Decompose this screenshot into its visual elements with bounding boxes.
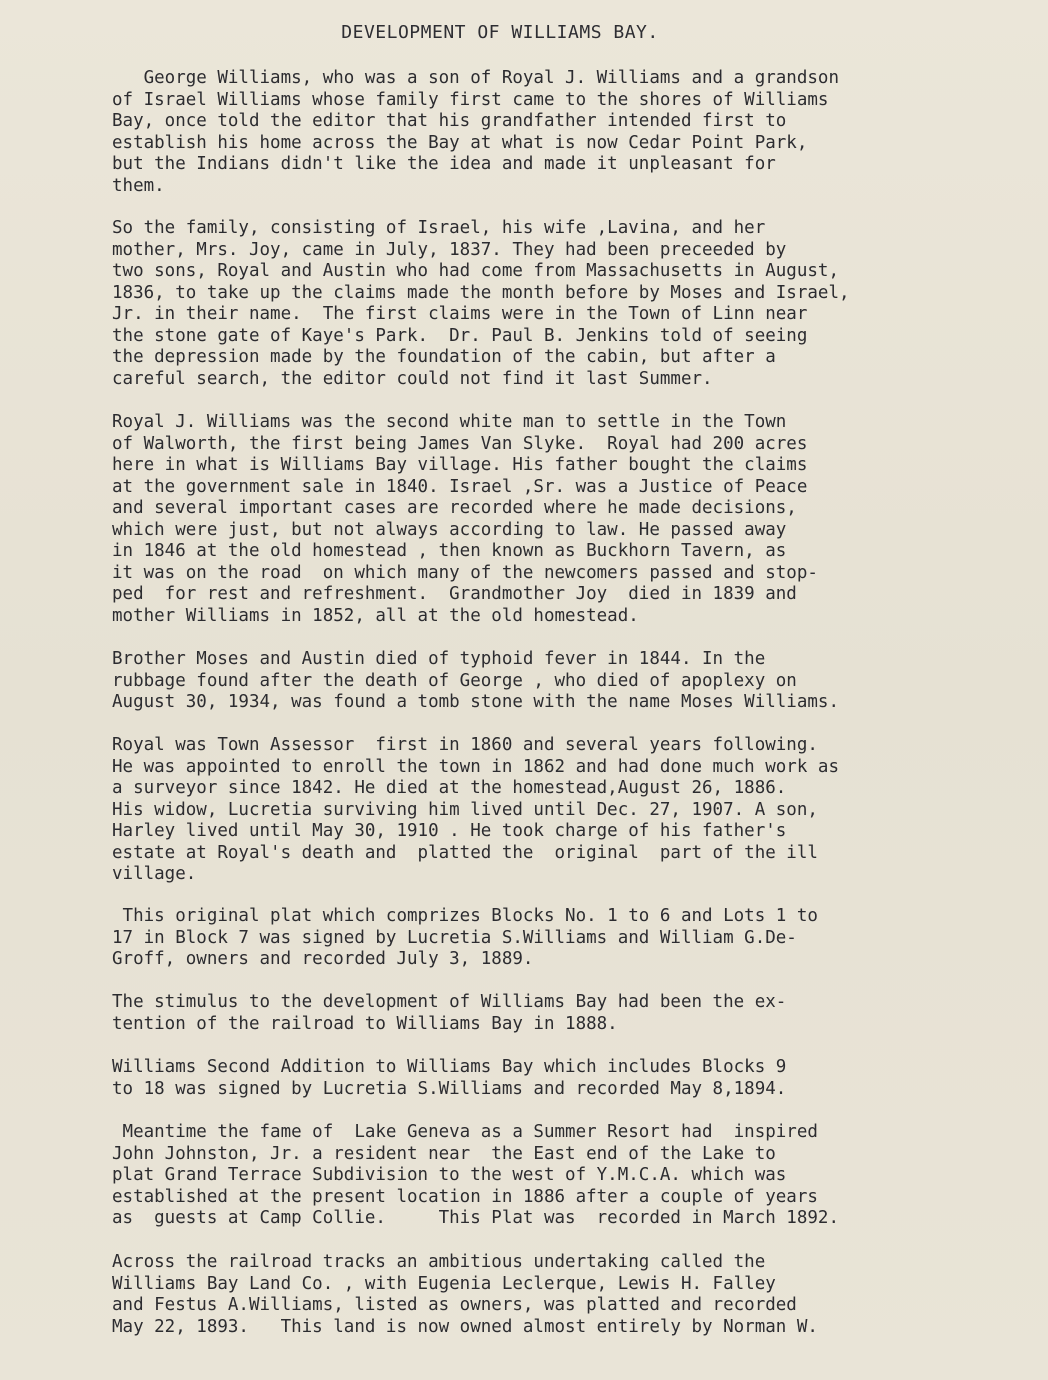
text-line: here in what is Williams Bay village. His father bought the claims xyxy=(112,455,808,475)
text-line: Across the railroad tracks an ambitious undertaking called the xyxy=(112,1252,766,1272)
text-line: in 1846 at the old homestead , then known as Buckhorn Tavern, as xyxy=(112,541,787,561)
text-line: The stimulus to the development of Williams Bay had been the ex- xyxy=(112,992,787,1012)
text-line: village. xyxy=(112,864,197,884)
text-line: 17 in Block 7 was signed by Lucretia S.Williams and William G.De- xyxy=(112,927,797,948)
text-line: of Walworth, the first being James Van Slyke. Royal had 200 acres xyxy=(112,433,808,454)
paragraph-4 xyxy=(112,649,1012,714)
text-line: two sons, Royal and Austin who had come from Massachusetts in August, xyxy=(112,261,839,281)
text-line: establish his home across the Bay at what is now Cedar Point Park, xyxy=(112,132,808,153)
text-line: Harley lived until May 30, 1910 . He took charge of his father's xyxy=(112,821,787,841)
text-line: He was appointed to enroll the town in 1862 and had done much work as xyxy=(112,756,839,777)
paragraph-10 xyxy=(112,1252,1012,1338)
text-line: to 18 was signed by Lucretia S.Williams and recorded May 8,1894. xyxy=(112,1078,787,1099)
paragraph-6 xyxy=(112,906,1012,971)
paragraph-8 xyxy=(112,1057,1012,1100)
paragraph-2 xyxy=(112,218,1012,390)
paragraph-1 xyxy=(112,68,1012,197)
text-line: a surveyor since 1842. He died at the homestead,August 26, 1886. xyxy=(112,778,787,798)
text-line: mother Williams in 1852, all at the old homestead. xyxy=(112,605,639,626)
text-line: 1836, to take up the claims made the month before by Moses and Israel, xyxy=(112,282,850,303)
text-line: John Johnston, Jr. a resident near the East end of the Lake to xyxy=(112,1143,776,1164)
text-line: Jr. in their name. The first claims were in the Town of Linn near xyxy=(112,304,808,324)
text-line: Bay, once told the editor that his grandfather intended first to xyxy=(112,111,787,131)
text-line: it was on the road on which many of the newcomers passed and stop- xyxy=(112,562,818,583)
text-line: careful search, the editor could not find it last Summer. xyxy=(112,368,713,389)
text-line: Williams Bay Land Co. , with Eugenia Leclerque, Lewis H. Falley xyxy=(112,1273,776,1294)
text-line: tention of the railroad to Williams Bay in 1888. xyxy=(112,1013,618,1034)
text-line: Groff, owners and recorded July 3, 1889. xyxy=(112,949,534,969)
text-line: Royal was Town Assessor first in 1860 and several years following. xyxy=(112,735,818,755)
text-line: August 30, 1934, was found a tomb stone with the name Moses Williams. xyxy=(112,692,839,712)
text-line: the depression made by the foundation of the cabin, but after a xyxy=(112,347,776,367)
paragraph-5 xyxy=(112,735,1012,886)
text-line: mother, Mrs. Joy, came in July, 1837. They had been preceeded by xyxy=(112,239,787,260)
text-line: rubbage found after the death of George , who died of apoplexy on xyxy=(112,670,797,691)
text-line: and several important cases are recorded where he made decisions, xyxy=(112,498,797,518)
text-line: plat Grand Terrace Subdivision to the west of Y.M.C.A. which was xyxy=(112,1165,787,1185)
text-line: established at the present location in 1886 after a couple of years xyxy=(112,1186,818,1207)
text-line: So the family, consisting of Israel, his wife ,Lavina, and her xyxy=(112,218,766,238)
paragraph-7 xyxy=(112,992,1012,1035)
text-line: which were just, but not always according to law. He passed away xyxy=(112,519,787,540)
text-line: Royal J. Williams was the second white man to settle in the Town xyxy=(112,412,787,432)
text-line: His widow, Lucretia surviving him lived until Dec. 27, 1907. A son, xyxy=(112,799,818,820)
text-line: as guests at Camp Collie. This Plat was recorded in March 1892. xyxy=(112,1208,839,1228)
text-line: ped for rest and refreshment. Grandmother Joy died in 1839 and xyxy=(112,584,797,604)
text-line: estate at Royal's death and platted the original part of the ill xyxy=(112,842,818,863)
text-line: May 22, 1893. This land is now owned almost entirely by Norman W. xyxy=(112,1316,818,1337)
text-line: This original plat which comprizes Blocks No. 1 to 6 and Lots 1 to xyxy=(112,906,818,926)
text-line: but the Indians didn't like the idea and made it unpleasant for xyxy=(112,154,776,174)
text-line: Williams Second Addition to Williams Bay which includes Blocks 9 xyxy=(112,1057,787,1077)
text-line: George Williams, who was a son of Royal J. Williams and a grandson xyxy=(112,68,839,88)
text-line: at the government sale in 1840. Israel ,Sr. was a Justice of Peace xyxy=(112,476,808,497)
page-title: DEVELOPMENT OF WILLIAMS BAY. xyxy=(341,22,659,43)
text-line: and Festus A.Williams, listed as owners, was platted and recorded xyxy=(112,1295,797,1315)
paragraph-3 xyxy=(112,412,1012,627)
paragraph-9 xyxy=(112,1122,1012,1230)
text-line: the stone gate of Kaye's Park. Dr. Paul B. Jenkins told of seeing xyxy=(112,325,808,346)
text-line: Meantime the fame of Lake Geneva as a Summer Resort had inspired xyxy=(112,1122,818,1142)
text-line: them. xyxy=(112,175,165,196)
text-line: of Israel Williams whose family first came to the shores of Williams xyxy=(112,89,829,110)
text-line: Brother Moses and Austin died of typhoid fever in 1844. In the xyxy=(112,649,766,669)
